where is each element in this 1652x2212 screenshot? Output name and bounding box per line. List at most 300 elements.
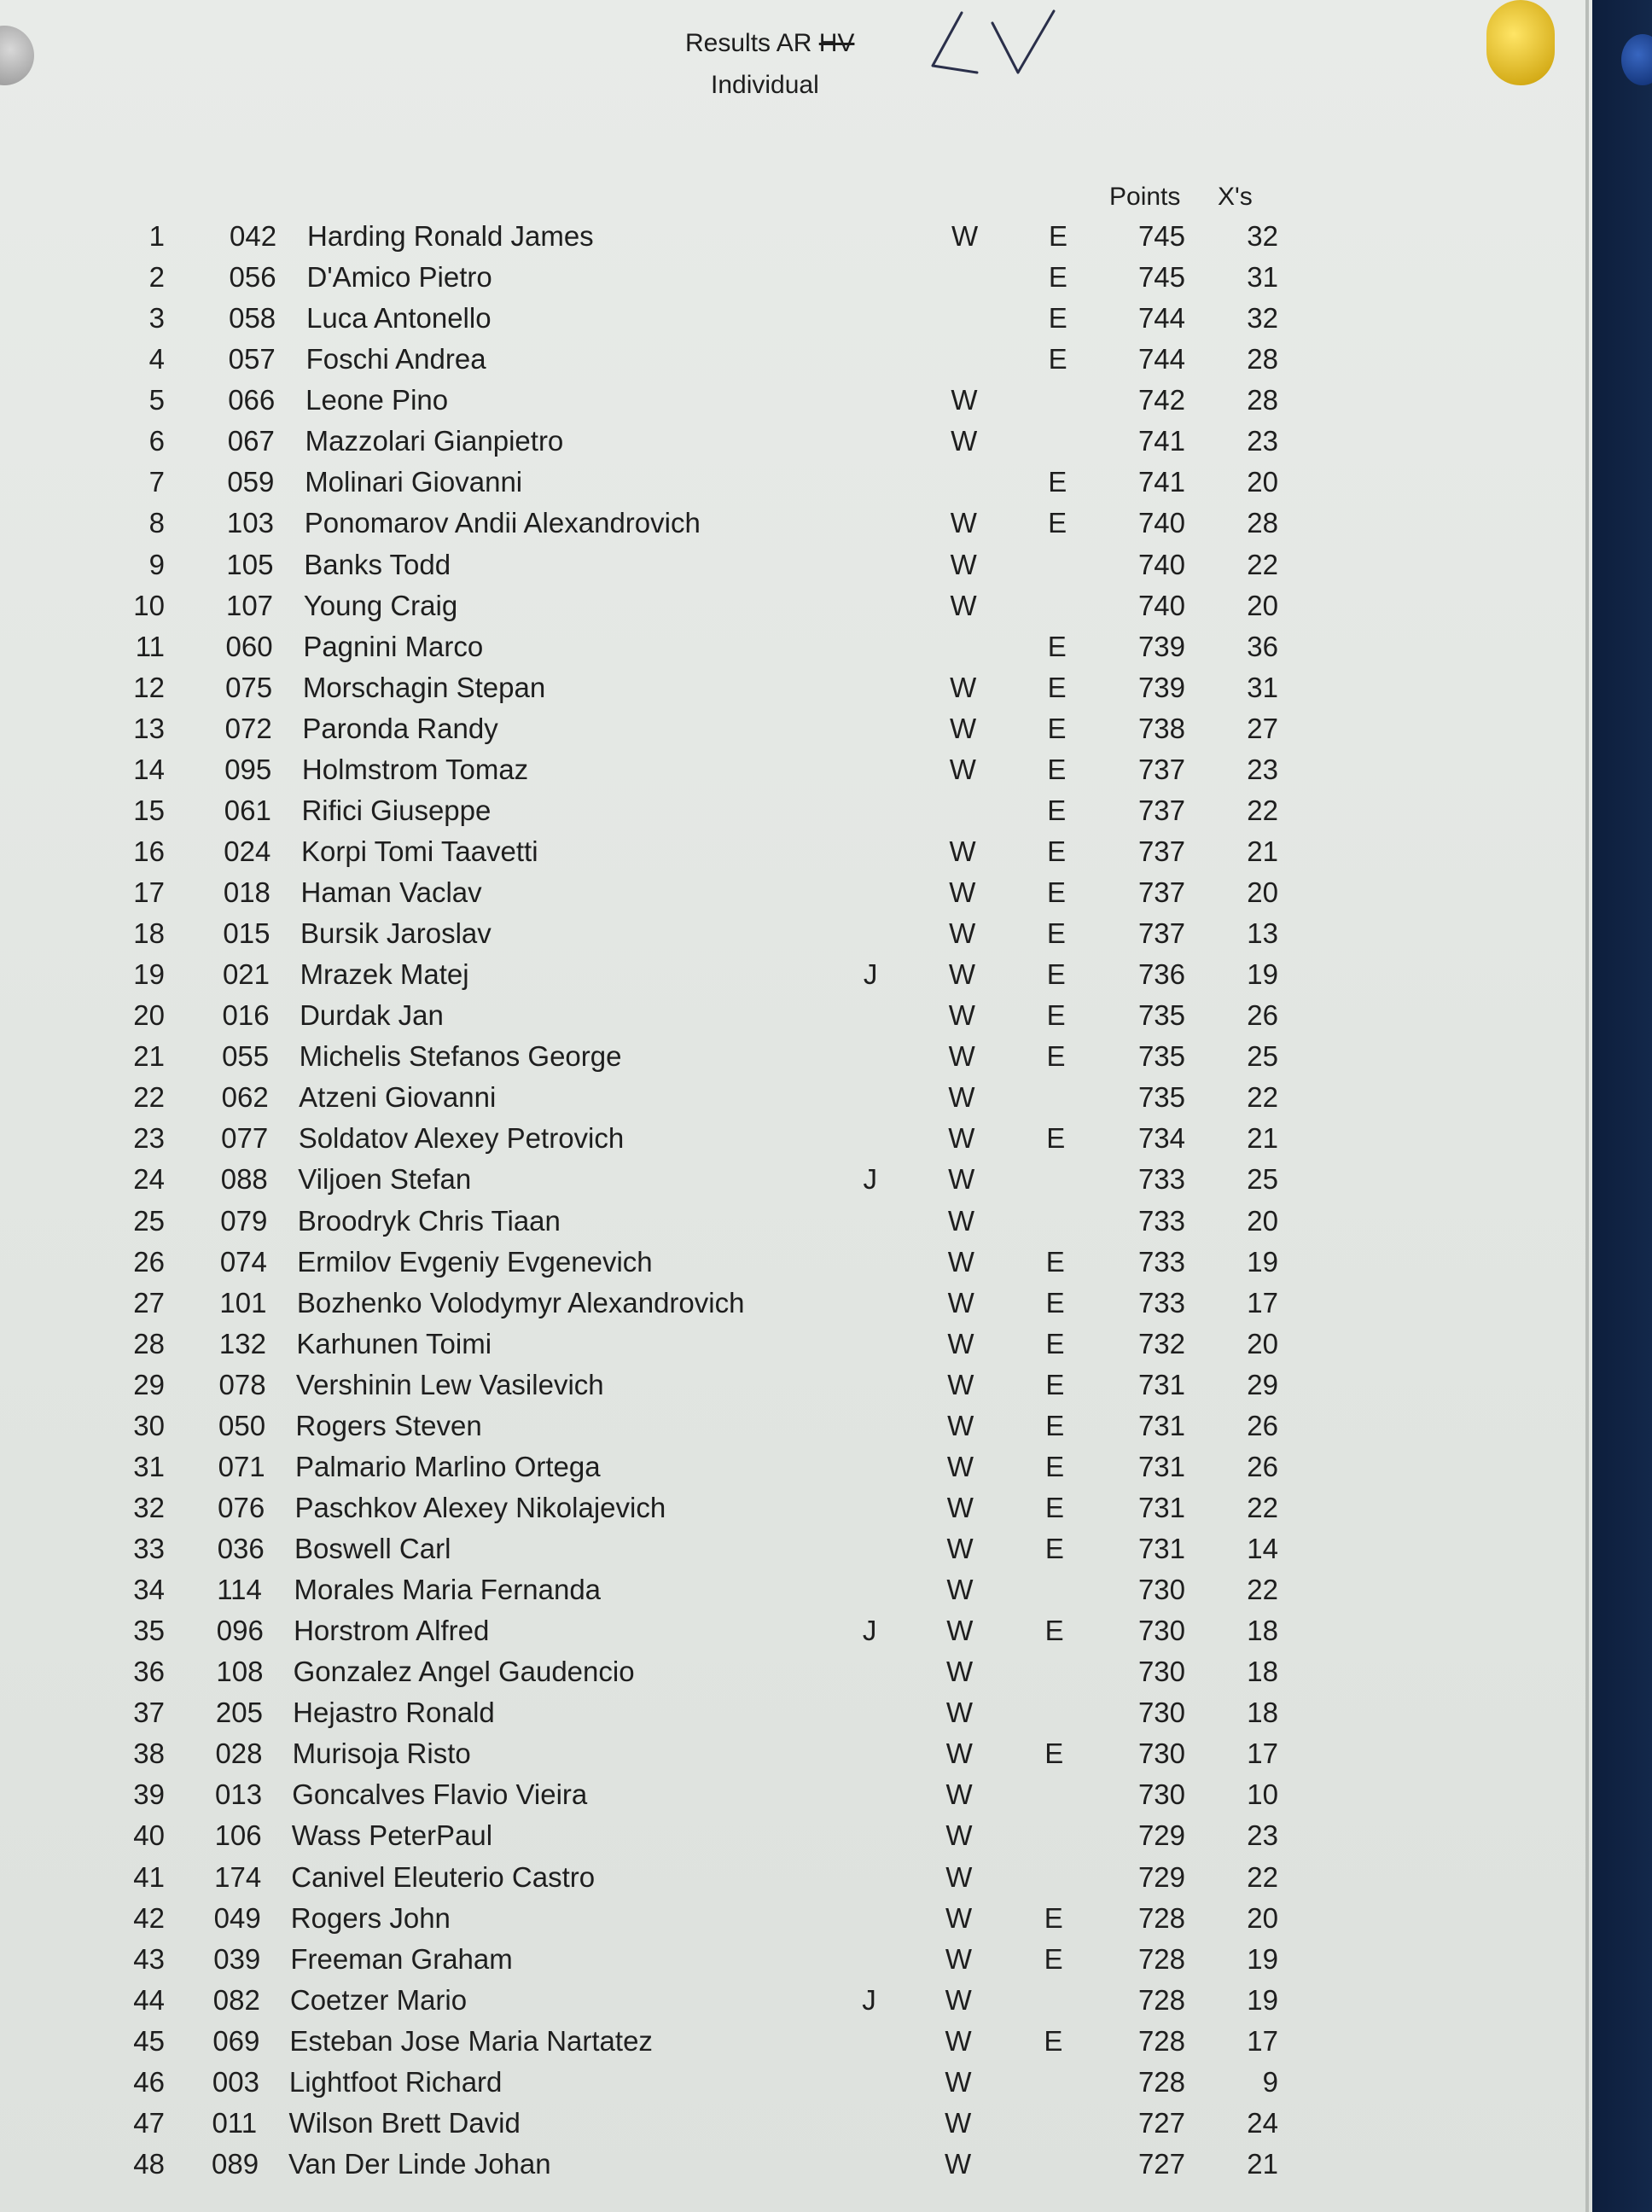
- w-flag: W: [945, 1983, 972, 2016]
- e-flag: E: [1045, 1368, 1065, 1400]
- rank-cell: 45: [133, 2024, 165, 2057]
- rank-cell: 37: [133, 1697, 165, 1729]
- points-cell: 740: [1137, 589, 1185, 621]
- rank-cell: 11: [135, 630, 165, 662]
- junior-flag: J: [862, 1983, 876, 2016]
- rank-cell: 33: [133, 1533, 165, 1565]
- name-cell: Holmstrom Tomaz: [301, 753, 529, 785]
- table-row: [0, 1942, 1587, 1976]
- name-cell: Lightfoot Richard: [288, 2065, 503, 2098]
- name-cell: Korpi Tomi Taavetti: [300, 835, 538, 867]
- w-flag: W: [945, 2106, 972, 2139]
- points-cell: 745: [1137, 261, 1185, 294]
- xs-column-header: X's: [1218, 183, 1253, 211]
- table-row: [0, 1409, 1587, 1443]
- name-cell: Morschagin Stepan: [302, 671, 546, 703]
- table-row: [0, 342, 1587, 376]
- points-cell: 737: [1137, 835, 1185, 867]
- e-flag: E: [1046, 1040, 1066, 1073]
- xs-cell: 23: [1247, 425, 1278, 457]
- name-cell: Durdak Jan: [300, 999, 444, 1032]
- name-cell: Pagnini Marco: [303, 630, 484, 662]
- rank-cell: 39: [133, 1778, 165, 1811]
- w-flag: W: [951, 220, 979, 252]
- points-cell: 736: [1137, 958, 1185, 991]
- xs-cell: 29: [1247, 1368, 1278, 1400]
- table-row: [0, 1039, 1587, 1074]
- xs-cell: 25: [1247, 1163, 1278, 1196]
- name-cell: Morales Maria Fernanda: [294, 1574, 602, 1606]
- table-row: [0, 1327, 1587, 1361]
- xs-cell: 18: [1247, 1656, 1278, 1688]
- table-row: [0, 998, 1587, 1033]
- rank-cell: 14: [133, 753, 165, 785]
- w-flag: W: [945, 2148, 972, 2180]
- bib-cell: 132: [218, 1327, 266, 1359]
- table-row: [0, 2024, 1587, 2058]
- w-flag: W: [948, 1122, 975, 1155]
- points-cell: 732: [1137, 1327, 1185, 1359]
- xs-cell: 28: [1247, 507, 1278, 539]
- bib-cell: 050: [218, 1409, 266, 1441]
- bib-cell: 074: [219, 1245, 267, 1278]
- bib-cell: 076: [218, 1491, 265, 1523]
- rank-cell: 42: [133, 1901, 165, 1934]
- w-flag: W: [946, 1615, 974, 1647]
- bib-cell: 174: [214, 1860, 262, 1893]
- w-flag: W: [947, 1368, 974, 1400]
- table-row: [0, 548, 1587, 582]
- w-flag: W: [948, 1040, 975, 1073]
- bib-cell: 056: [229, 261, 276, 294]
- xs-cell: 21: [1247, 1122, 1278, 1155]
- title-text: Results AR: [685, 29, 812, 57]
- xs-cell: 32: [1247, 220, 1278, 252]
- xs-cell: 19: [1247, 1245, 1278, 1278]
- table-row: [0, 835, 1587, 869]
- name-cell: Karhunen Toimi: [296, 1327, 492, 1359]
- e-flag: E: [1048, 466, 1067, 498]
- points-cell: 728: [1137, 1901, 1185, 1934]
- name-cell: Paschkov Alexey Nikolajevich: [294, 1491, 666, 1523]
- bib-cell: 103: [226, 507, 274, 539]
- table-row: [0, 630, 1587, 664]
- table-row: [0, 876, 1587, 910]
- bib-cell: 077: [221, 1122, 269, 1155]
- w-flag: W: [948, 999, 975, 1032]
- points-cell: 728: [1137, 2024, 1185, 2057]
- table-row: [0, 219, 1587, 253]
- name-cell: Goncalves Flavio Vieira: [292, 1778, 588, 1811]
- name-cell: Freeman Graham: [290, 1942, 513, 1975]
- e-flag: E: [1047, 753, 1067, 785]
- w-flag: W: [945, 1697, 974, 1729]
- xs-cell: 19: [1247, 1942, 1278, 1975]
- xs-cell: 17: [1247, 1286, 1278, 1318]
- xs-cell: 26: [1247, 1450, 1278, 1482]
- name-cell: Rifici Giuseppe: [301, 794, 492, 826]
- points-cell: 733: [1137, 1286, 1185, 1318]
- rank-cell: 32: [133, 1491, 165, 1523]
- rank-cell: 30: [133, 1409, 165, 1441]
- e-flag: E: [1046, 999, 1066, 1032]
- xs-cell: 32: [1247, 302, 1278, 335]
- xs-cell: 25: [1247, 1040, 1278, 1073]
- bib-cell: 079: [220, 1204, 268, 1237]
- w-flag: W: [947, 1286, 974, 1318]
- points-cell: 730: [1137, 1738, 1185, 1770]
- table-row: [0, 958, 1587, 992]
- bib-cell: 082: [212, 1983, 260, 2016]
- e-flag: E: [1045, 1286, 1065, 1318]
- junior-flag: J: [862, 1615, 877, 1647]
- rank-cell: 40: [133, 1819, 165, 1852]
- points-cell: 730: [1137, 1778, 1185, 1811]
- e-flag: E: [1047, 671, 1067, 703]
- points-cell: 730: [1137, 1615, 1185, 1647]
- e-flag: E: [1044, 1942, 1063, 1975]
- xs-cell: 10: [1247, 1778, 1278, 1811]
- points-cell: 728: [1137, 1942, 1185, 1975]
- e-flag: E: [1049, 220, 1068, 252]
- points-cell: 739: [1137, 630, 1185, 662]
- bib-cell: 060: [225, 630, 273, 662]
- w-flag: W: [950, 671, 977, 703]
- e-flag: E: [1048, 507, 1067, 539]
- points-cell: 740: [1137, 548, 1185, 580]
- name-cell: Luca Antonello: [306, 302, 492, 335]
- xs-cell: 31: [1247, 671, 1278, 703]
- w-flag: W: [949, 876, 976, 909]
- bib-cell: 107: [225, 589, 274, 621]
- w-flag: W: [945, 1860, 973, 1893]
- points-cell: 731: [1137, 1409, 1185, 1441]
- rank-cell: 18: [133, 917, 165, 950]
- bib-cell: 057: [228, 343, 276, 375]
- points-cell: 728: [1137, 2065, 1185, 2098]
- rank-cell: 6: [148, 425, 165, 457]
- points-cell: 741: [1137, 466, 1185, 498]
- points-cell: 729: [1137, 1819, 1185, 1852]
- w-flag: W: [949, 835, 976, 867]
- name-cell: Boswell Carl: [294, 1533, 451, 1565]
- table-row: [0, 506, 1587, 540]
- name-cell: Van Der Linde Johan: [288, 2148, 551, 2180]
- xs-cell: 21: [1247, 2148, 1278, 2180]
- name-cell: Coetzer Mario: [289, 1983, 468, 2016]
- name-cell: Mazzolari Gianpietro: [305, 425, 564, 457]
- points-cell: 737: [1137, 917, 1185, 950]
- table-row: [0, 1245, 1587, 1279]
- xs-cell: 19: [1247, 958, 1278, 991]
- bib-cell: 069: [212, 2024, 260, 2057]
- w-flag: W: [945, 1738, 973, 1770]
- xs-cell: 31: [1247, 261, 1278, 294]
- points-cell: 737: [1137, 753, 1185, 785]
- xs-cell: 9: [1262, 2065, 1278, 2098]
- points-cell: 727: [1137, 2148, 1185, 2180]
- e-flag: E: [1046, 1122, 1066, 1155]
- e-flag: E: [1045, 1327, 1065, 1359]
- points-cell: 731: [1137, 1491, 1185, 1523]
- xs-cell: 14: [1247, 1533, 1278, 1565]
- bib-cell: 072: [224, 712, 272, 744]
- table-row: [0, 1162, 1587, 1196]
- xs-cell: 22: [1247, 1081, 1278, 1114]
- bib-cell: 062: [221, 1081, 269, 1114]
- bib-cell: 013: [215, 1778, 263, 1811]
- w-flag: W: [949, 753, 976, 785]
- rank-cell: 34: [133, 1574, 165, 1606]
- bib-cell: 011: [212, 2106, 258, 2139]
- w-flag: W: [946, 1450, 974, 1482]
- e-flag: E: [1046, 958, 1066, 991]
- table-row: [0, 1737, 1587, 1771]
- name-cell: Paronda Randy: [302, 712, 498, 744]
- table-row: [0, 753, 1587, 787]
- name-cell: Ermilov Evgeniy Evgenevich: [297, 1245, 653, 1278]
- name-cell: Hejastro Ronald: [293, 1697, 495, 1729]
- w-flag: W: [951, 384, 978, 416]
- e-flag: E: [1045, 1409, 1065, 1441]
- bib-cell: 016: [222, 999, 270, 1032]
- e-flag: E: [1048, 343, 1067, 375]
- bib-cell: 066: [228, 384, 276, 416]
- w-flag: W: [948, 1081, 975, 1114]
- rank-cell: 47: [133, 2106, 165, 2139]
- points-cell: 727: [1137, 2106, 1185, 2139]
- e-flag: E: [1044, 1738, 1064, 1770]
- table-row: [0, 383, 1587, 417]
- page-subtitle: Individual: [711, 71, 819, 99]
- table-row: [0, 1491, 1587, 1525]
- table-row: [0, 917, 1587, 951]
- w-flag: W: [950, 507, 977, 539]
- bib-cell: 061: [224, 794, 271, 826]
- rank-cell: 44: [133, 1983, 165, 2016]
- name-cell: Canivel Eleuterio Castro: [291, 1860, 596, 1893]
- e-flag: E: [1047, 794, 1067, 826]
- name-cell: Murisoja Risto: [292, 1738, 471, 1770]
- w-flag: W: [950, 548, 977, 580]
- bib-cell: 055: [222, 1040, 270, 1073]
- name-cell: Broodryk Chris Tiaan: [297, 1204, 561, 1237]
- xs-cell: 20: [1247, 589, 1278, 621]
- xs-cell: 23: [1247, 1819, 1278, 1852]
- bib-cell: 089: [212, 2148, 259, 2180]
- table-row: [0, 465, 1587, 499]
- w-flag: W: [945, 1819, 973, 1852]
- rank-cell: 35: [133, 1615, 165, 1647]
- xs-cell: 26: [1247, 1409, 1278, 1441]
- xs-cell: 18: [1247, 1697, 1278, 1729]
- name-cell: Wilson Brett David: [288, 2106, 521, 2139]
- rank-cell: 17: [133, 876, 165, 909]
- w-flag: W: [945, 1901, 973, 1934]
- name-cell: Gonzalez Angel Gaudencio: [293, 1656, 635, 1688]
- w-flag: W: [945, 1942, 972, 1975]
- rank-cell: 2: [148, 261, 165, 294]
- e-flag: E: [1047, 835, 1067, 867]
- rank-cell: 8: [148, 507, 165, 539]
- xs-cell: 22: [1247, 548, 1278, 580]
- table-row: [0, 1532, 1587, 1566]
- rank-cell: 23: [133, 1122, 165, 1155]
- table-row: [0, 794, 1587, 828]
- w-flag: W: [946, 1574, 974, 1606]
- table-row: [0, 1860, 1587, 1895]
- name-cell: Atzeni Giovanni: [299, 1081, 497, 1114]
- xs-cell: 19: [1247, 1983, 1278, 2016]
- w-flag: W: [946, 1656, 974, 1688]
- w-flag: W: [948, 1163, 975, 1196]
- table-row: [0, 712, 1587, 746]
- bib-cell: 096: [216, 1615, 264, 1647]
- table-row: [0, 589, 1587, 623]
- bib-cell: 106: [214, 1819, 262, 1852]
- xs-cell: 22: [1247, 794, 1278, 826]
- rank-cell: 48: [133, 2148, 165, 2180]
- bib-cell: 071: [218, 1450, 265, 1482]
- name-cell: Foschi Andrea: [305, 343, 486, 375]
- points-column-header: Points: [1109, 183, 1181, 211]
- rank-cell: 16: [133, 835, 165, 867]
- bib-cell: 058: [229, 302, 276, 335]
- table-row: [0, 1901, 1587, 1936]
- rank-cell: 41: [133, 1860, 165, 1893]
- name-cell: Harding Ronald James: [307, 220, 594, 252]
- table-row: [0, 260, 1587, 294]
- xs-cell: 20: [1247, 876, 1278, 909]
- rank-cell: 21: [133, 1040, 165, 1073]
- xs-cell: 20: [1247, 466, 1278, 498]
- xs-cell: 27: [1247, 712, 1278, 744]
- bib-cell: 205: [215, 1697, 263, 1729]
- points-cell: 730: [1137, 1574, 1185, 1606]
- name-cell: Palmario Marlino Ortega: [294, 1450, 601, 1482]
- points-cell: 733: [1137, 1163, 1185, 1196]
- w-flag: W: [951, 425, 978, 457]
- xs-cell: 22: [1247, 1574, 1278, 1606]
- w-flag: W: [947, 1409, 974, 1441]
- e-flag: E: [1048, 302, 1067, 335]
- rank-cell: 7: [148, 466, 165, 498]
- xs-cell: 20: [1247, 1901, 1278, 1934]
- table-row: [0, 1368, 1587, 1402]
- w-flag: W: [946, 1533, 974, 1565]
- name-cell: Bursik Jaroslav: [300, 917, 492, 950]
- e-flag: E: [1044, 1901, 1063, 1934]
- table-row: [0, 301, 1587, 335]
- table-row: [0, 1204, 1587, 1238]
- points-cell: 734: [1137, 1122, 1185, 1155]
- table-row: [0, 1286, 1587, 1320]
- points-cell: 730: [1137, 1656, 1185, 1688]
- rank-cell: 27: [133, 1286, 165, 1318]
- table-row: [0, 1080, 1587, 1115]
- name-cell: Haman Vaclav: [300, 876, 482, 909]
- xs-cell: 23: [1247, 753, 1278, 785]
- rank-cell: 3: [148, 302, 165, 335]
- e-flag: E: [1045, 1245, 1065, 1278]
- points-cell: 733: [1137, 1245, 1185, 1278]
- points-cell: 731: [1137, 1533, 1185, 1565]
- bib-cell: 049: [213, 1901, 261, 1934]
- xs-cell: 20: [1247, 1204, 1278, 1237]
- bib-cell: 101: [219, 1286, 267, 1318]
- points-cell: 728: [1137, 1983, 1185, 2016]
- points-cell: 737: [1137, 876, 1185, 909]
- w-flag: W: [945, 2024, 972, 2057]
- title-struck-text: HV: [818, 29, 855, 57]
- xs-cell: 17: [1247, 2024, 1278, 2057]
- table-row: [0, 2106, 1587, 2140]
- junior-flag: J: [863, 958, 878, 991]
- xs-cell: 22: [1247, 1491, 1278, 1523]
- table-row: [0, 671, 1587, 705]
- table-row: [0, 1983, 1587, 2017]
- table-row: [0, 2147, 1587, 2181]
- bib-cell: 059: [227, 466, 275, 498]
- xs-cell: 24: [1247, 2106, 1278, 2139]
- points-cell: 739: [1137, 671, 1185, 703]
- e-flag: E: [1047, 712, 1067, 744]
- bib-cell: 042: [230, 220, 277, 252]
- name-cell: Rogers John: [290, 1901, 451, 1934]
- xs-cell: 22: [1247, 1860, 1278, 1893]
- rank-cell: 29: [133, 1368, 165, 1400]
- name-cell: Vershinin Lew Vasilevich: [295, 1368, 604, 1400]
- rank-cell: 28: [133, 1327, 165, 1359]
- rank-cell: 15: [133, 794, 165, 826]
- name-cell: Ponomarov Andii Alexandrovich: [304, 507, 701, 539]
- bib-cell: 003: [212, 2065, 259, 2098]
- board-frame: [1592, 0, 1652, 2212]
- bib-cell: 021: [222, 958, 270, 991]
- points-cell: 738: [1137, 712, 1185, 744]
- bib-cell: 015: [223, 917, 270, 950]
- table-row: [0, 1450, 1587, 1484]
- xs-cell: 13: [1247, 917, 1278, 950]
- w-flag: W: [950, 589, 977, 621]
- points-cell: 740: [1137, 507, 1185, 539]
- name-cell: Young Craig: [303, 589, 458, 621]
- points-cell: 741: [1137, 425, 1185, 457]
- bib-cell: 108: [216, 1656, 264, 1688]
- e-flag: E: [1045, 1491, 1065, 1523]
- rank-cell: 43: [133, 1942, 165, 1975]
- rank-cell: 19: [133, 958, 165, 991]
- rank-cell: 1: [148, 220, 165, 252]
- e-flag: E: [1044, 1533, 1064, 1565]
- points-cell: 729: [1137, 1860, 1185, 1893]
- rank-cell: 4: [148, 343, 165, 375]
- e-flag: E: [1044, 1615, 1064, 1647]
- points-cell: 730: [1137, 1697, 1185, 1729]
- points-cell: 731: [1137, 1368, 1185, 1400]
- name-cell: Esteban Jose Maria Nartatez: [289, 2024, 653, 2057]
- rank-cell: 13: [133, 712, 165, 744]
- e-flag: E: [1044, 2024, 1063, 2057]
- bib-cell: 075: [225, 671, 273, 703]
- rank-cell: 10: [133, 589, 165, 621]
- table-row: [0, 1614, 1587, 1648]
- junior-flag: J: [863, 1163, 878, 1196]
- bib-cell: 036: [217, 1533, 265, 1565]
- w-flag: W: [947, 1204, 975, 1237]
- bib-cell: 018: [223, 876, 270, 909]
- xs-cell: 18: [1247, 1615, 1278, 1647]
